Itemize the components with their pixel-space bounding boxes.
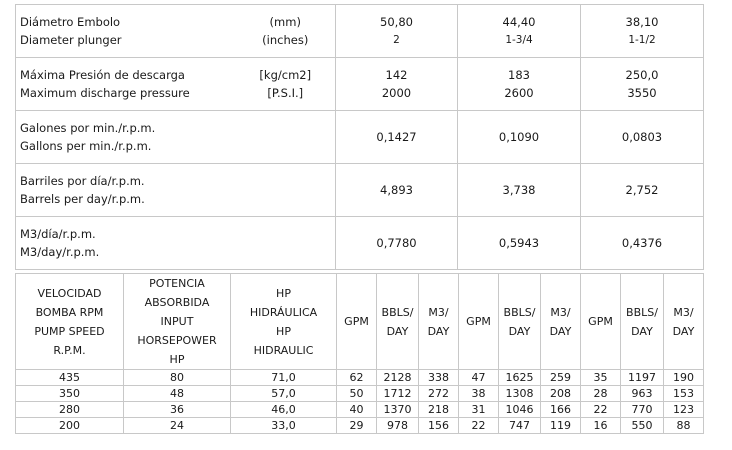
performance-cell: 280 [16,402,124,418]
spec-unit [236,5,336,58]
spec-label [16,58,236,111]
performance-cell: 16 [581,418,621,434]
performance-cell: 272 [419,386,459,402]
performance-cell: 208 [541,386,581,402]
header-bbls-1 [377,274,419,370]
header-line: HORSEPOWER [137,334,217,347]
header-line: M3/ [673,305,694,319]
header-gpm-1 [337,274,377,370]
header-line: BBLS/ [381,305,414,319]
performance-cell: 50 [337,386,377,402]
specifications-table [15,4,704,270]
spec-value [581,111,704,164]
spec-label-en: Gallons per min./r.p.m. [20,139,152,153]
performance-cell: 123 [664,402,704,418]
spec-label-es: Diámetro Embolo [20,15,121,29]
spec-value-primary: 0,1090 [498,130,540,144]
performance-cell: 747 [499,418,541,434]
performance-row [16,386,704,402]
header-bbls-2 [499,274,541,370]
performance-cell: 1046 [499,402,541,418]
header-line: HP [276,286,291,300]
spec-label [16,164,336,217]
spec-label [16,5,236,58]
performance-cell: 28 [581,386,621,402]
spec-value-primary: 250,0 [625,68,659,82]
spec-label-es: Galones por min./r.p.m. [20,121,156,135]
spec-value-primary: 3,738 [502,183,536,197]
performance-cell: 978 [377,418,419,434]
spec-row [16,217,704,270]
performance-cell: 218 [419,402,459,418]
performance-cell: 119 [541,418,581,434]
spec-value [458,217,581,270]
header-line: ABSORBIDA [144,296,210,309]
spec-value [581,164,704,217]
spec-value-primary: 0,7780 [376,236,417,250]
spec-label [16,217,336,270]
spec-unit-imperial: (inches) [262,33,309,47]
spec-value [458,111,581,164]
spec-value [458,58,581,111]
spec-label-es: Máxima Presión de descarga [20,68,185,82]
spec-unit-metric: [kg/cm2] [259,68,312,82]
spec-value [336,58,458,111]
header-hydraulic-hp [231,274,337,370]
header-input-horsepower [124,274,231,370]
spec-unit-metric: (mm) [269,15,301,29]
spec-label-en: Diameter plunger [20,33,122,47]
performance-cell: 29 [337,418,377,434]
performance-cell: 38 [459,386,499,402]
performance-cell: 2128 [377,370,419,386]
spec-value-primary: 4,893 [380,183,413,197]
performance-cell: 435 [16,370,124,386]
spec-sheet [15,4,703,434]
header-bbls-3 [621,274,664,370]
header-line: POTENCIA [149,277,205,290]
spec-value-secondary: 1-1/2 [628,34,656,46]
spec-row [16,164,704,217]
header-text: GPM [344,315,369,328]
performance-cell: 963 [621,386,664,402]
spec-value-primary: 0,0803 [621,130,663,144]
performance-cell: 338 [419,370,459,386]
performance-cell: 88 [664,418,704,434]
spec-value [581,58,704,111]
header-line: BBLS/ [626,305,658,319]
spec-value-secondary: 2000 [381,86,412,100]
spec-value [336,217,458,270]
performance-row [16,402,704,418]
header-line: M3/ [428,305,449,319]
spec-value-primary: 44,40 [502,15,536,29]
header-line: DAY [631,324,653,338]
header-line: DAY [386,324,409,338]
spec-value-secondary: 2600 [504,86,534,100]
spec-label-en: Barrels per day/r.p.m. [20,192,145,206]
header-line: HP [169,353,185,366]
spec-value-primary: 0,1427 [376,130,417,144]
performance-cell: 770 [621,402,664,418]
header-m3-1 [419,274,459,370]
performance-cell: 48 [124,386,231,402]
spec-value-primary: 183 [508,68,530,82]
performance-cell: 200 [16,418,124,434]
performance-row [16,418,704,434]
header-line: M3/ [550,305,571,319]
performance-cell: 62 [337,370,377,386]
spec-value [336,111,458,164]
header-line: BBLS/ [503,305,536,319]
performance-table [15,273,704,434]
performance-cell: 1308 [499,386,541,402]
performance-cell: 57,0 [231,386,337,402]
spec-row [16,58,704,111]
header-text: GPM [466,315,491,328]
spec-row [16,5,704,58]
header-line: HP [276,324,291,338]
header-line: BOMBA RPM [35,305,104,319]
performance-cell: 46,0 [231,402,337,418]
performance-cell: 31 [459,402,499,418]
spec-value-primary: 142 [385,68,408,82]
performance-cell: 1712 [377,386,419,402]
spec-value [336,164,458,217]
header-line: R.P.M. [53,343,86,357]
header-gpm-2 [459,274,499,370]
performance-cell: 1625 [499,370,541,386]
header-line: DAY [427,324,450,338]
performance-cell: 1370 [377,402,419,418]
performance-cell: 80 [124,370,231,386]
performance-cell: 40 [337,402,377,418]
performance-row [16,370,704,386]
header-text: GPM [588,315,613,328]
spec-value [581,5,704,58]
spec-label [16,111,336,164]
spec-value-secondary: 2 [393,34,400,46]
spec-unit [236,58,336,111]
performance-cell: 153 [664,386,704,402]
spec-value-primary: 0,4376 [621,236,663,250]
spec-row [16,111,704,164]
header-line: PUMP SPEED [34,324,105,338]
spec-label-en: Maximum discharge pressure [20,86,190,100]
spec-value-secondary: 3550 [627,86,657,100]
performance-cell: 36 [124,402,231,418]
performance-header-row [16,274,704,370]
header-line: VELOCIDAD [37,286,102,300]
header-gpm-3 [581,274,621,370]
header-line: HIDRAULIC [253,343,314,357]
performance-cell: 350 [16,386,124,402]
performance-cell: 33,0 [231,418,337,434]
spec-value [336,5,458,58]
spec-unit-imperial: [P.S.I.] [267,86,304,100]
performance-cell: 35 [581,370,621,386]
performance-cell: 156 [419,418,459,434]
spec-value-secondary: 1-3/4 [505,34,533,46]
header-line: DAY [508,324,531,338]
performance-cell: 22 [581,402,621,418]
performance-cell: 166 [541,402,581,418]
spec-value-primary: 50,80 [380,15,413,29]
spec-value [581,217,704,270]
performance-cell: 259 [541,370,581,386]
spec-value-primary: 2,752 [625,183,659,197]
header-m3-3 [664,274,704,370]
header-line: DAY [549,324,572,338]
spec-label-es: M3/día/r.p.m. [20,227,96,241]
spec-label-en: M3/day/r.p.m. [20,245,100,259]
spec-label-es: Barriles por día/r.p.m. [20,174,145,188]
spec-value [458,5,581,58]
performance-cell: 47 [459,370,499,386]
performance-cell: 22 [459,418,499,434]
spec-value [458,164,581,217]
spec-value-primary: 0,5943 [498,236,540,250]
header-pump-speed [16,274,124,370]
header-m3-2 [541,274,581,370]
performance-cell: 71,0 [231,370,337,386]
header-line: DAY [672,324,695,338]
performance-cell: 1197 [621,370,664,386]
header-line: HIDRÁULICA [249,305,318,319]
performance-cell: 24 [124,418,231,434]
performance-cell: 190 [664,370,704,386]
header-line: INPUT [160,315,194,328]
performance-cell: 550 [621,418,664,434]
spec-value-primary: 38,10 [625,15,659,29]
